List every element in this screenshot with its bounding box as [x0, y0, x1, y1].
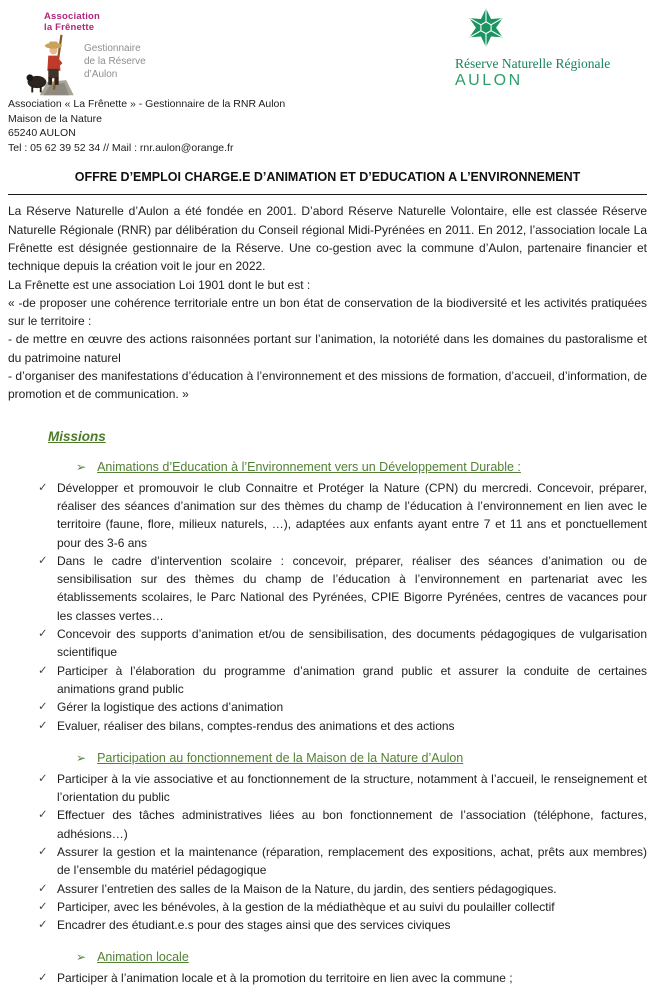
frenette-logo-subtitle-line1: Gestionnaire [84, 43, 141, 54]
header [0, 0, 655, 94]
checklist-item [8, 843, 647, 880]
intro-paragraph-history: La Réserve Naturelle d’Aulon a été fondée en 2001. D’abord Réserve Naturelle Volontaire, elle est classée Réserve Naturelle Régionale (RNR) par délibération du Conseil régional Midi-Pyrénées en 2011. En 2012, l’association locale La Frênette est désignée gestionnaire de la Réserve. Une co-gestion avec la commune d’Aulon, partenaire financier et technique depuis la création voit le jour en 2022. [8, 204, 647, 274]
aulon-logo-text: AULON [455, 72, 523, 89]
checklist-item-text: Gérer la logistique des actions d’animation [57, 700, 284, 715]
checkmark-icon: ✓ [38, 900, 48, 913]
checklist-item-text: Participer, avec les bénévoles, à la gestion de la médiathèque et au suivi du poulailler collectif [57, 899, 555, 914]
checkmark-icon: ✓ [38, 554, 48, 567]
checklist-item-text: Concevoir des supports d’animation et/ou de sensibilisation, des documents pédagogiques de vulgarisation scientifique [57, 627, 647, 660]
checklist-item-text: Evaluer, réaliser des bilans, comptes-rendus des animations et des actions [57, 718, 455, 733]
intro-paragraph-association: La Frênette est une association Loi 1901 dont le but est : [8, 277, 311, 292]
mission-block-maison [0, 751, 655, 935]
rnr-logo-text: Réserve Naturelle Régionale [455, 56, 611, 71]
checklist-item-text: Participer à la vie associative et au fonctionnement de la structure, notamment à l’accueil, le renseignement et l’orientation du public [57, 771, 647, 805]
checkmark-icon: ✓ [38, 481, 48, 494]
checklist-item-text: Assurer la gestion et la maintenance (réparation, remplacement des expositions, achat, prêts aux membres) de l’ensemble du matériel pédagogique [57, 844, 647, 878]
checkmark-icon: ✓ [38, 772, 48, 785]
title-divider [8, 194, 647, 195]
checklist-item [8, 552, 647, 625]
frenette-logo-title [44, 12, 194, 33]
contact-line-association: Association « La Frênette » - Gestionnaire de la RNR Aulon [8, 98, 286, 110]
frenette-logo-title-line1: Association [44, 11, 101, 22]
contact-block [8, 97, 647, 155]
rnr-aulon-logo [455, 4, 647, 89]
missions-heading: Missions [48, 428, 106, 444]
checklist-item [8, 717, 647, 735]
frenette-logo-subtitle-line2: de la Réserve [84, 56, 146, 67]
checklist-item [8, 698, 647, 716]
checklist-item [8, 662, 647, 699]
checkmark-icon: ✓ [38, 628, 48, 641]
checklist-item [8, 880, 647, 898]
checklist-item-text: Participer à l’animation locale et à la promotion du territoire en lien avec la commune ; [57, 971, 513, 986]
checklist-animations [8, 479, 647, 735]
checklist-item [8, 898, 647, 916]
document-title: OFFRE D’EMPLOI CHARGE.E D’ANIMATION ET D’EDUCATION A L’ENVIRONNEMENT [74, 170, 581, 185]
checklist-item-text: Développer et promouvoir le club Connaitre et Protéger la Nature (CPN) du mercredi. Concevoir, préparer, réaliser des séances d’animation sur des thèmes du champ de l’éducation à l’environnement en lien avec le territoire (faune, flore, milieux naturels, …), adaptées aux enfants ayant entre 7 et 11 ans et ponctuellement pour des 3-6 ans [57, 480, 647, 550]
contact-line-tel-mail: Tel : 05 62 39 52 34 // Mail : rnr.aulon@orange.fr [8, 141, 234, 154]
checklist-item [8, 479, 647, 552]
checklist-item-text: Dans le cadre d’intervention scolaire : concevoir, préparer, réaliser des séances d’animation ou de sensibilisation sur des thèmes du champ de l’éducation à l’environnement en partenariat avec les établissements scolaires, le Parc National des Pyrénées, CPIE Bigorre Pyrénées, centres de vacances pour les classes vertes… [57, 553, 647, 623]
shepherd-illustration-icon [24, 33, 82, 99]
checklist-item [8, 806, 647, 843]
checkmark-icon: ✓ [38, 664, 48, 677]
checklist-item [8, 625, 647, 662]
checkmark-icon: ✓ [38, 972, 48, 985]
checklist-item [8, 916, 647, 934]
checkmark-icon: ✓ [38, 882, 48, 895]
mission-block-animations [0, 460, 655, 735]
frenette-logo [24, 12, 194, 99]
contact-line-address2: 65240 AULON [8, 127, 76, 140]
section-heading-animation-locale [76, 950, 647, 964]
checklist-item [8, 969, 647, 987]
checklist-item-text: Encadrer des étudiant.e.s pour des stages ainsi que des services civiques [57, 918, 451, 933]
section-heading-text: Participation au fonctionnement de la Maison de la Nature d’Aulon [97, 750, 464, 765]
section-heading-animations [76, 460, 647, 474]
missions-section [0, 404, 655, 988]
checkmark-icon: ✓ [38, 719, 48, 732]
checkmark-icon: ✓ [38, 845, 48, 858]
checklist-item [8, 770, 647, 807]
contact-line-address1: Maison de la Nature [8, 112, 102, 125]
arrow-bullet-icon: ➢ [76, 459, 87, 474]
intro-paragraph-goal3: - d’organiser des manifestations d’éducation à l’environnement et des missions de formation, d’accueil, d’information, de promotion et de communication. » [8, 369, 647, 402]
frenette-logo-subtitle-line3: d’Aulon [84, 69, 118, 80]
mission-block-animation-locale [0, 950, 655, 987]
section-heading-text: Animations d’Education à l’Environnement vers un Développement Durable : [97, 459, 521, 474]
checklist-item-text: Participer à l’élaboration du programme d’animation grand public et assurer la conduite de certaines animations grand public [57, 663, 647, 696]
frenette-logo-title-line2: la Frênette [44, 21, 95, 33]
checkmark-icon: ✓ [38, 919, 48, 932]
frenette-logo-subtitle [84, 42, 146, 81]
checklist-item-text: Assurer l’entretien des salles de la Maison de la Nature, du jardin, des sentiers pédagogiques. [57, 881, 557, 896]
checklist-animation-locale [8, 969, 647, 987]
intro-paragraph-goal1: « -de proposer une cohérence territoriale entre un bon état de conservation de la biodiversité et les activités pratiquées sur le territoire : [8, 295, 647, 329]
arrow-bullet-icon: ➢ [76, 950, 87, 965]
green-star-icon [465, 4, 507, 54]
section-heading-text: Animation locale [97, 950, 189, 965]
intro-paragraph-goal2: - de mettre en œuvre des actions raisonnées portant sur l’animation, la notoriété dans les domaines du pastoralisme et du patrimoine naturel [8, 332, 647, 365]
checkmark-icon: ✓ [38, 809, 48, 822]
section-heading-maison [76, 751, 647, 765]
intro-section [8, 202, 647, 403]
arrow-bullet-icon: ➢ [76, 750, 87, 765]
frenette-logo-row [24, 33, 194, 99]
checkmark-icon: ✓ [38, 701, 48, 714]
checklist-maison [8, 770, 647, 935]
checklist-item-text: Effectuer des tâches administratives liées au bon fonctionnement de l’association (téléphone, factures, adhésions…) [57, 808, 647, 841]
